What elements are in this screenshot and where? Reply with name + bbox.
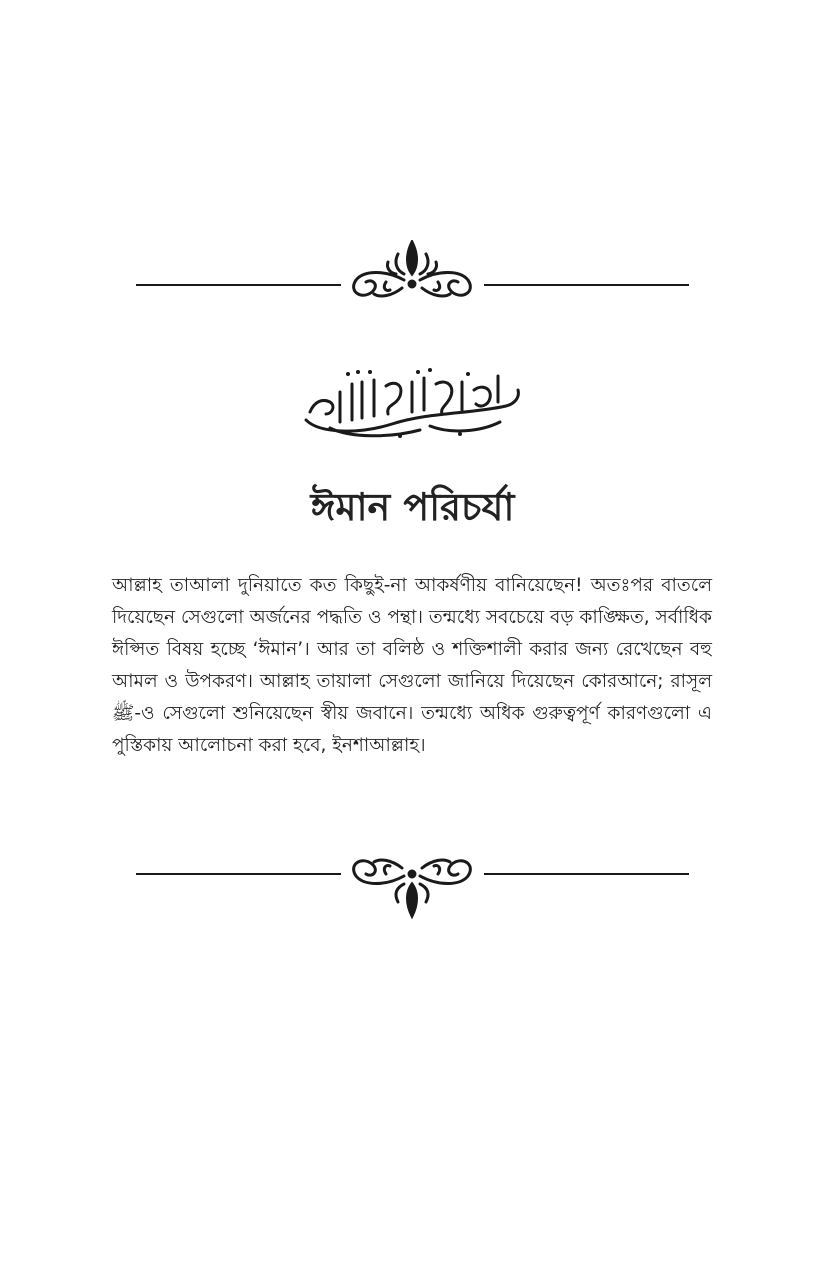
- floral-flourish-icon: [354, 860, 471, 916]
- top-ornamental-divider: [136, 240, 689, 300]
- body-paragraph: আল্লাহ তাআলা দুনিয়াতে কত কিছুই-না আকর্ষণীয় বানিয়েছেন! অতঃপর বাতলে দিয়েছেন সেগুলো অর্জনের পদ্ধতি ও পন্থা। তন্মধ্যে সবচেয়ে বড় কাঙ্ক্ষিত, সর্বাধিক ঈপ্সিত বিষয় হচ্ছে ‘ঈমান’। আর তা বলিষ্ঠ ও শক্তিশালী করার জন্য রেখেছেন বহু আমল ও উপকরণ। আল্লাহ তায়ালা সেগুলো জানিয়ে দিয়েছেন কোরআনে; রাসূল ﷺ-ও সেগুলো শুনিয়েছেন স্বীয় জবানে। তন্মধ্যে অধিক গুরুত্বপূর্ণ কারণগুলো এ পুস্তিকায় আলোচনা করা হবে, ইনশাআল্লাহ।: [112, 575, 712, 756]
- floral-flourish-icon: [354, 242, 471, 296]
- bottom-ornamental-divider: [136, 850, 689, 910]
- basmala-text: [300, 444, 526, 445]
- basmala-calligraphy: [300, 362, 526, 442]
- page-title: ঈমান পরিচর্যা: [310, 485, 515, 529]
